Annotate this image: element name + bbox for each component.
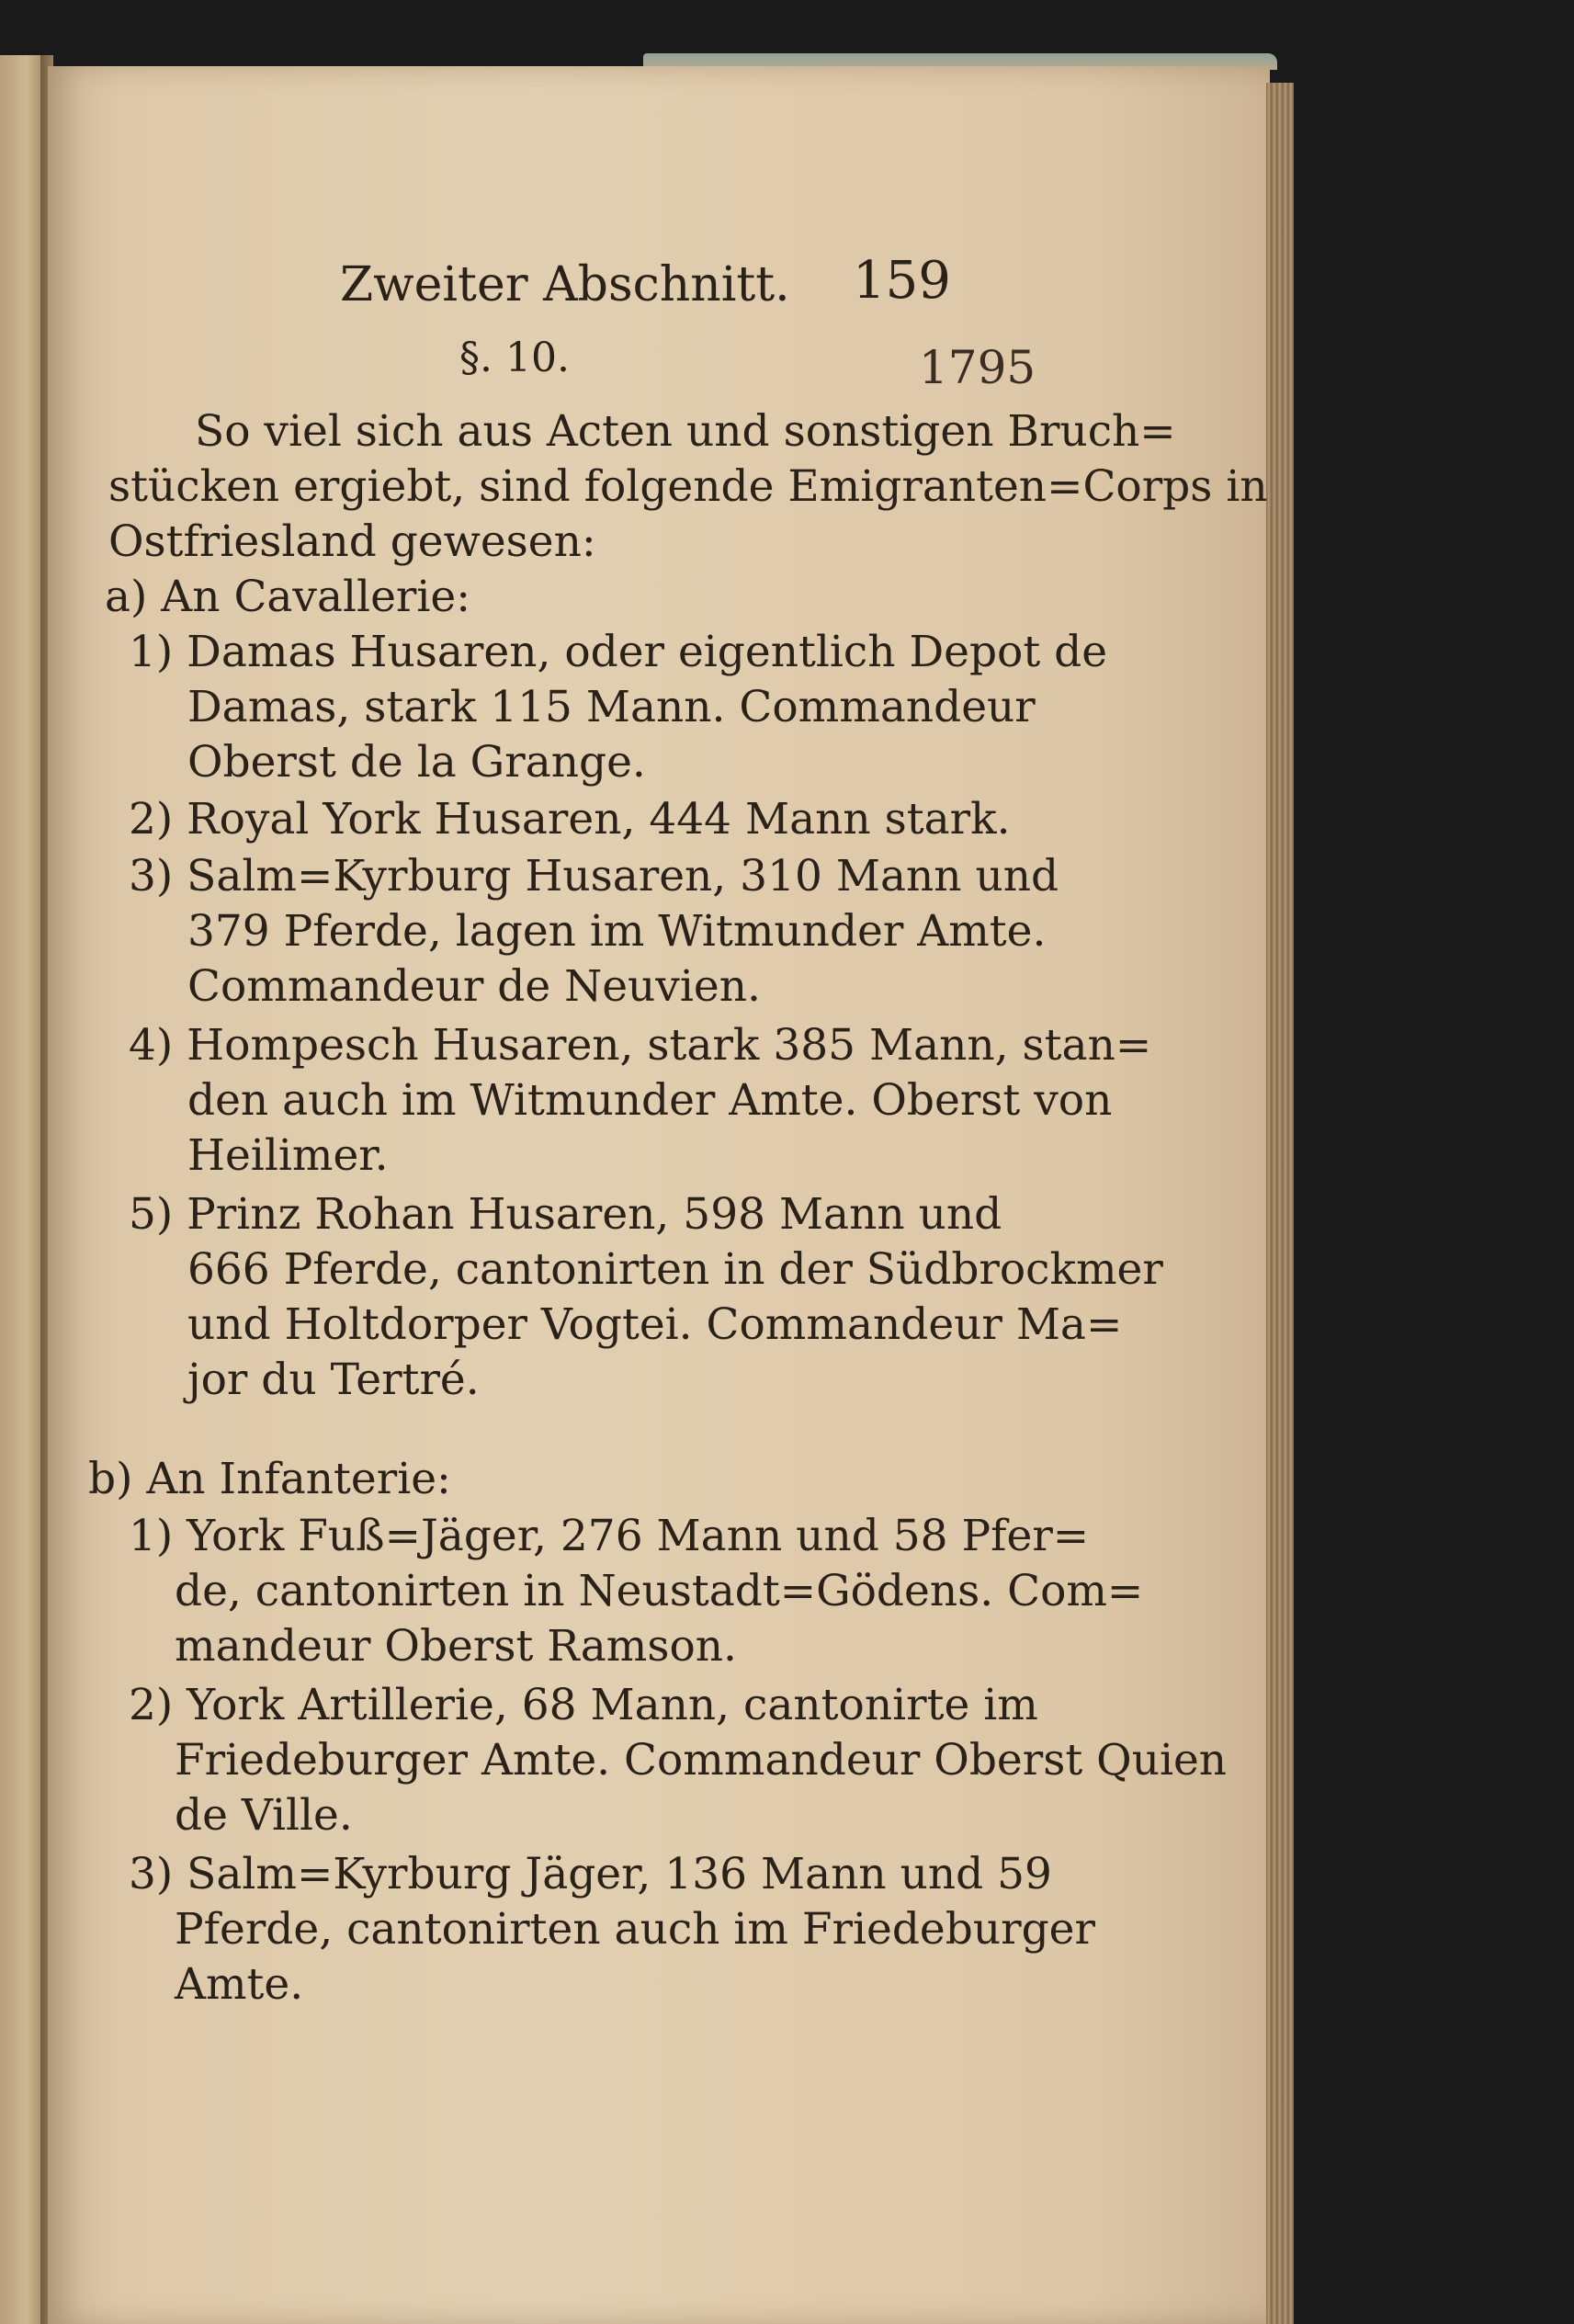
margin-year: 1795 (919, 341, 1036, 394)
list-item-line: und Holtdorper Vogtei. Commandeur Ma= (187, 1299, 1123, 1350)
list-item-line: Heilimer. (187, 1130, 389, 1181)
body-line: So viel sich aus Acten und sonstigen Bruch= (195, 406, 1176, 457)
list-item-line: mandeur Oberst Ramson. (175, 1621, 737, 1672)
infantry-heading: b) An Infanterie: (88, 1454, 451, 1504)
list-item-line: Pferde, cantonirten auch im Friedeburger (175, 1904, 1095, 1955)
list-item-line: den auch im Witmunder Amte. Oberst von (187, 1075, 1113, 1126)
list-item-line: 3) Salm=Kyrburg Jäger, 136 Mann und 59 (129, 1849, 1052, 1899)
running-head: Zweiter Abschnitt. (340, 257, 790, 312)
body-line: Ostfriesland gewesen: (108, 516, 596, 567)
list-item-line: de Ville. (175, 1790, 353, 1841)
list-item-line: 3) Salm=Kyrburg Husaren, 310 Mann und (129, 851, 1059, 901)
list-item-line: Damas, stark 115 Mann. Commandeur (187, 682, 1036, 732)
list-item-line: Amte. (175, 1959, 304, 2010)
list-item-line: 2) Royal York Husaren, 444 Mann stark. (129, 794, 1011, 845)
body-line: stücken ergiebt, sind folgende Emigranten=Corps in (108, 461, 1268, 512)
list-item-line: Friedeburger Amte. Commandeur Oberst Quien (175, 1735, 1228, 1786)
list-item-line: Oberst de la Grange. (187, 737, 646, 788)
page-stack-edge (1266, 83, 1294, 2324)
list-item-line: jor du Tertré. (187, 1355, 480, 1405)
facing-page-edge (0, 55, 44, 2324)
page-number: 159 (853, 251, 951, 311)
list-item-line: 666 Pferde, cantonirten in der Südbrockmer (187, 1244, 1163, 1295)
list-item-line: 2) York Artillerie, 68 Mann, cantonirte im (129, 1680, 1038, 1730)
list-item-line: 379 Pferde, lagen im Witmunder Amte. (187, 906, 1047, 957)
cavalry-heading: a) An Cavallerie: (105, 572, 471, 622)
list-item-line: 4) Hompesch Husaren, stark 385 Mann, stan= (129, 1020, 1152, 1071)
section-mark: §. 10. (459, 334, 570, 381)
list-item-line: de, cantonirten in Neustadt=Gödens. Com= (175, 1566, 1144, 1616)
list-item-line: Commandeur de Neuvien. (187, 961, 761, 1012)
list-item-line: 1) Damas Husaren, oder eigentlich Depot de (129, 627, 1108, 677)
list-item-line: 1) York Fuß=Jäger, 276 Mann und 58 Pfer= (129, 1511, 1090, 1561)
list-item-line: 5) Prinz Rohan Husaren, 598 Mann und (129, 1189, 1002, 1240)
